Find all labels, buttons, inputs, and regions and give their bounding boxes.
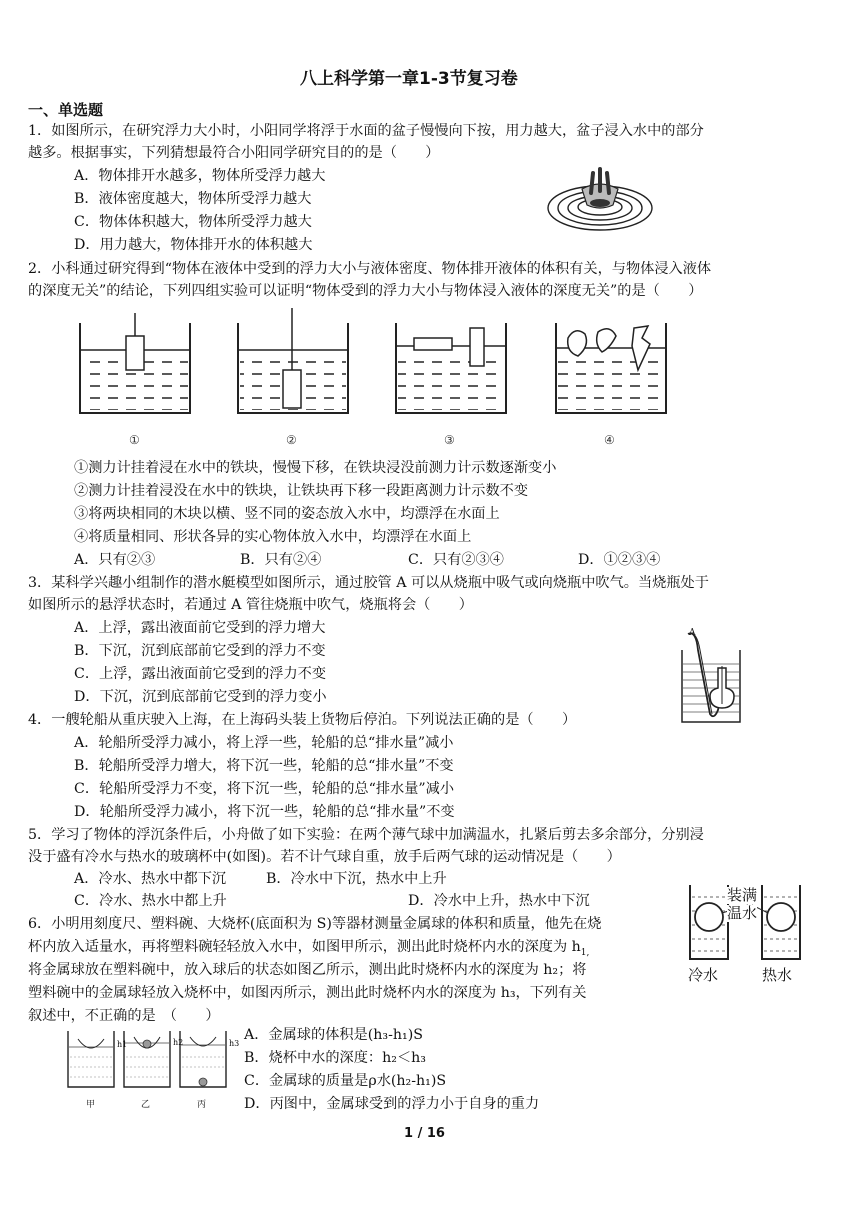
q5-stem-line1: 5．学习了物体的浮沉条件后，小舟做了如下实验：在两个薄气球中加满温水，扎紧后剪去多余部分，分别浸 [28, 827, 704, 843]
q1-option-d: D．用力越大，物体排开水的体积越大 [74, 237, 313, 253]
q6-beakers-figure [64, 1027, 234, 1093]
q2-statement-1: ①测力计挂着浸在水中的铁块，慢慢下移，在铁块浸没前测力计示数逐渐变小 [74, 460, 557, 476]
q6-stem-line3: 将金属球放在塑料碗中，放入球后的状态如图乙所示，测出此时烧杯内水的深度为 h₂；将 [28, 962, 587, 978]
q6-h1-label: h1 [117, 1040, 128, 1049]
beaker-3 [396, 323, 506, 413]
q2-caption-3: ③ [444, 433, 455, 447]
q6-caption-yi: 乙 [141, 1100, 151, 1110]
q1-option-c: C．物体体积越大，物体所受浮力越大 [74, 214, 312, 230]
q5-label-cold-water: 冷水 [688, 966, 719, 984]
q1-stem-line2: 越多。根据事实，下列猜想最符合小阳同学研究目的的是（ ） [28, 145, 440, 161]
q2-stem-line1: 2．小科通过研究得到“物体在液体中受到的浮力大小与液体密度、物体排开液体的体积有关，与物体浸入液体 [28, 261, 712, 277]
q3-stem-line1: 3．某科学兴趣小组制作的潜水艇模型如图所示，通过胶管 A 可以从烧瓶中吸气或向烧瓶中吹气。当烧瓶处于 [28, 575, 709, 591]
q2-caption-1: ① [129, 433, 140, 447]
q6-caption-bing: 丙 [197, 1100, 207, 1110]
q3-stem-line2: 如图所示的悬浮状态时，若通过 A 管往烧瓶中吹气，烧瓶将会（ ） [28, 597, 473, 613]
beaker-bing [180, 1031, 226, 1087]
q1-basin-figure [545, 163, 655, 235]
q5-option-d: D．冷水中上升，热水中下沉 [408, 893, 590, 909]
q5-label-hot-water: 热水 [762, 966, 793, 984]
q4-option-b: B．轮船所受浮力增大，将下沉一些，轮船的总“排水量”不变 [74, 758, 454, 774]
q6-option-b: B．烧杯中水的深度：h₂＜h₃ [244, 1050, 426, 1066]
q2-statement-2: ②测力计挂着浸没在水中的铁块，让铁块再下移一段距离测力计示数不变 [74, 483, 529, 499]
q4-option-c: C．轮船所受浮力不变，将下沉一些，轮船的总“排水量”减小 [74, 781, 455, 797]
section-heading: 一、单选题 [28, 101, 104, 119]
q3-option-d: D．下沉，沉到底部前它受到的浮力变小 [74, 689, 327, 705]
q5-stem-line2: 没于盛有冷水与热水的玻璃杯中(如图)。若不计气球自重，放手后两气球的运动情况是（ ） [28, 849, 621, 865]
page-title: 八上科学第一章1-3节复习卷 [300, 69, 518, 89]
q4-option-a: A．轮船所受浮力减小，将上浮一些，轮船的总“排水量”减小 [74, 735, 454, 751]
q2-caption-2: ② [286, 433, 297, 447]
q6-stem-line1: 6．小明用刻度尺、塑料碗、大烧杯(底面积为 S)等器材测量金属球的体积和质量，他先在烧 [28, 916, 602, 932]
q6-caption-jia: 甲 [86, 1100, 96, 1110]
q2-statement-4: ④将质量相同、形状各异的实心物体放入水中，均漂浮在水面上 [74, 529, 472, 545]
q2-stem-line2: 的深度无关”的结论，下列四组实验可以证明“物体受到的浮力大小与物体浸入液体的深度无关”的是（ ） [28, 283, 703, 299]
q3-submarine-figure [676, 630, 746, 726]
q2-experiment-figures [70, 308, 690, 420]
q5-label-full: 装满 [727, 886, 758, 904]
q5-option-b: B．冷水中下沉，热水中上升 [266, 871, 447, 887]
q2-caption-4: ④ [604, 433, 615, 447]
q3-tube-label: A [689, 628, 696, 638]
q2-option-a: A．只有②③ [74, 552, 156, 568]
q3-option-c: C．上浮，露出液面前它受到的浮力不变 [74, 666, 327, 682]
q6-option-d: D．丙图中，金属球受到的浮力小于自身的重力 [244, 1096, 540, 1112]
q4-option-d: D．轮船所受浮力减小，将下沉一些，轮船的总“排水量”不变 [74, 804, 455, 820]
q6-stem-line2-text: 杯内放入适量水，再将塑料碗轻轻放入水中，如图甲所示，测出此时烧杯内水的深度为 h [28, 939, 581, 955]
q5-option-a: A．冷水、热水中都下沉 [74, 871, 227, 887]
q6-h3-label: h3 [229, 1039, 240, 1048]
q4-stem: 4．一艘轮船从重庆驶入上海，在上海码头装上货物后停泊。下列说法正确的是（ ） [28, 712, 577, 728]
page-number: 1 / 16 [404, 1126, 445, 1141]
q5-option-c: C．冷水、热水中都上升 [74, 893, 227, 909]
q2-option-d: D．①②③④ [578, 552, 661, 568]
q2-option-c: C．只有②③④ [408, 552, 504, 568]
q3-option-b: B．下沉，沉到底部前它受到的浮力不变 [74, 643, 326, 659]
beaker-1 [80, 313, 190, 413]
beaker-4 [556, 323, 666, 413]
q2-option-b: B．只有②④ [240, 552, 322, 568]
beaker-jia [68, 1031, 114, 1087]
q6-stem-line5: 叙述中，不正确的是 （ ） [28, 1008, 220, 1024]
q1-option-a: A．物体排开水越多，物体所受浮力越大 [74, 168, 326, 184]
beaker-2 [238, 308, 348, 413]
q1-option-b: B．液体密度越大，物体所受浮力越大 [74, 191, 312, 207]
beaker-yi [124, 1031, 170, 1087]
q1-stem-line1: 1．如图所示，在研究浮力大小时，小阳同学将浮于水面的盆子慢慢向下按，用力越大，盆子浸入水中的部分 [28, 123, 704, 139]
q6-option-c: C．金属球的质量是ρ水(h₂-h₁)S [244, 1073, 447, 1089]
q6-h2-label: h2 [173, 1038, 184, 1047]
q6-option-a: A．金属球的体积是(h₃-h₁)S [244, 1027, 423, 1043]
q5-label-warm: 温水 [727, 904, 758, 922]
q2-statement-3: ③将两块相同的木块以横、竖不同的姿态放入水中，均漂浮在水面上 [74, 506, 500, 522]
q3-option-a: A．上浮，露出液面前它受到的浮力增大 [74, 620, 326, 636]
q6-stem-line4: 塑料碗中的金属球轻放入烧杯中，如图丙所示，测出此时烧杯内水的深度为 h₃，下列有关 [28, 985, 587, 1001]
q6-stem-line2: 杯内放入适量水，再将塑料碗轻轻放入水中，如图甲所示，测出此时烧杯内水的深度为 $h_{1,}$ [28, 939, 590, 958]
